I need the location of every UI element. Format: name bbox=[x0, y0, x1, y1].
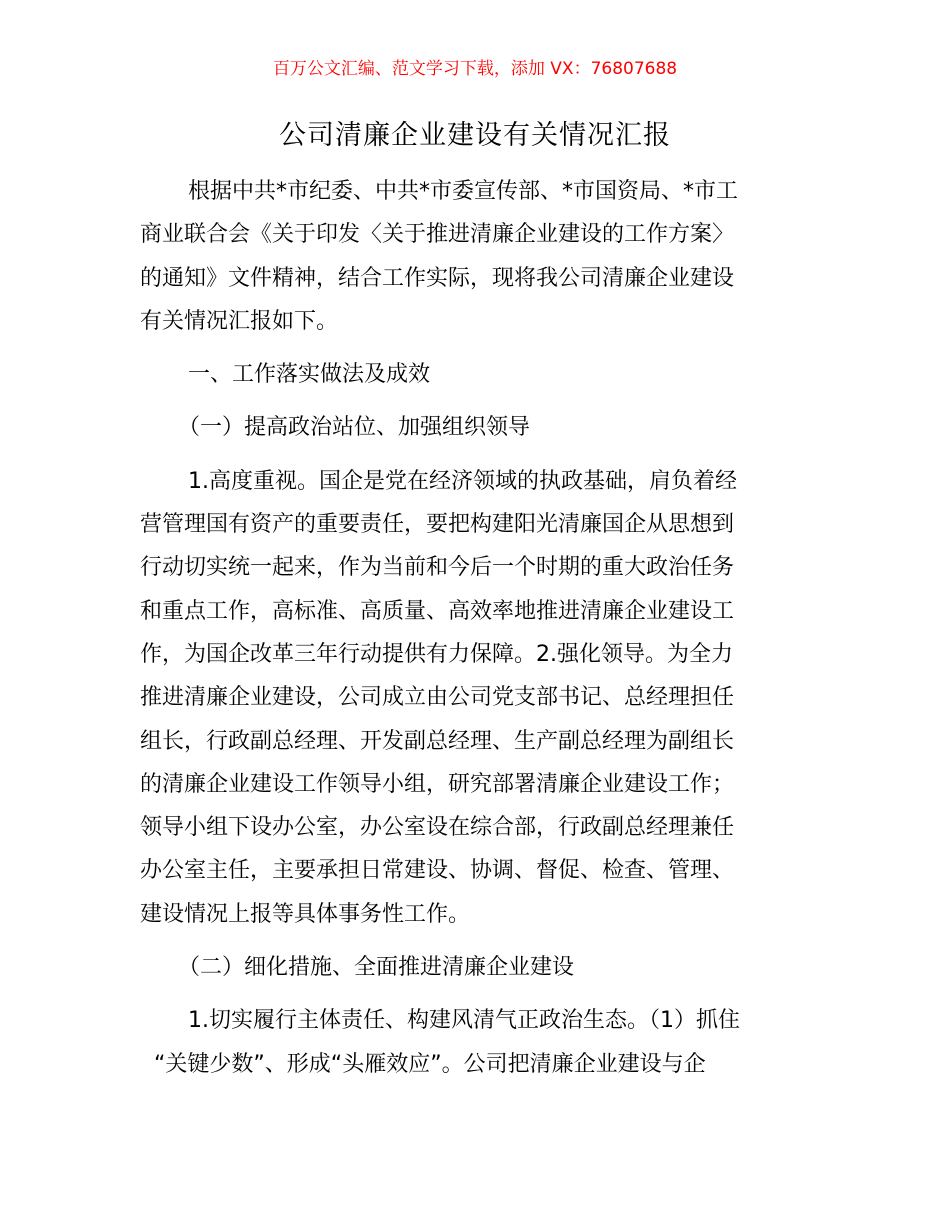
section-1-heading: 一、工作落实做法及成效 bbox=[188, 362, 431, 388]
paragraph-line: “关键少数”、形成“头雁效应”。公司把清廉企业建设与企 bbox=[154, 1051, 706, 1077]
paragraph-line: 作，为国企改革三年行动提供有力保障。2.强化领导。为全力 bbox=[140, 641, 733, 667]
subsection-1-heading-block bbox=[140, 406, 812, 449]
subsection-2-heading: （二）细化措施、全面推进清廉企业建设 bbox=[178, 955, 575, 981]
subsection-2-paragraph bbox=[140, 999, 812, 1086]
intro-line: 有关情况汇报如下。 bbox=[140, 308, 339, 334]
paragraph-line: 领导小组下设办公室，办公室设在综合部，行政副总经理兼任 bbox=[140, 815, 735, 841]
subsection-2-heading-block bbox=[140, 946, 812, 989]
paragraph-line: 行动切实统一起来，作为当前和今后一个时期的重大政治任务 bbox=[140, 555, 735, 581]
subsection-1-heading: （一）提高政治站位、加强组织领导 bbox=[178, 415, 531, 441]
paragraph-line: 的清廉企业建设工作领导小组，研究部署清廉企业建设工作； bbox=[140, 771, 735, 797]
document-body bbox=[140, 170, 812, 1086]
section-1-heading-block bbox=[140, 353, 812, 396]
paragraph-line: 和重点工作，高标准、高质量、高效率地推进清廉企业建设工 bbox=[140, 598, 735, 624]
paragraph-line: 推进清廉企业建设，公司成立由公司党支部书记、总经理担任 bbox=[140, 685, 735, 711]
document-title: 公司清廉企业建设有关情况汇报 bbox=[279, 120, 671, 151]
subsection-1-paragraph bbox=[140, 460, 812, 936]
paragraph-line: 1.高度重视。国企是党在经济领域的执政基础，肩负着经 bbox=[188, 468, 737, 494]
paragraph-line: 1.切实履行主体责任、构建风清气正政治生态。（1）抓住 bbox=[188, 1008, 740, 1034]
header-note: 百万公文汇编、范文学习下载，添加 VX：76807688 bbox=[272, 59, 678, 79]
paragraph-line: 组长，行政副总经理、开发副总经理、生产副总经理为副组长 bbox=[140, 728, 735, 754]
paragraph-line: 办公室主任，主要承担日常建设、协调、督促、检查、管理、 bbox=[140, 858, 735, 884]
intro-line: 根据中共*市纪委、中共*市委宣传部、*市国资局、*市工 bbox=[188, 179, 739, 204]
intro-line: 的通知》文件精神，结合工作实际，现将我公司清廉企业建设 bbox=[140, 265, 735, 291]
intro-line: 商业联合会《关于印发〈关于推进清廉企业建设的工作方案〉 bbox=[140, 222, 735, 248]
paragraph-line: 建设情况上报等具体事务性工作。 bbox=[140, 901, 471, 927]
paragraph-line: 营管理国有资产的重要责任，要把构建阳光清廉国企从思想到 bbox=[140, 512, 735, 538]
intro-paragraph bbox=[140, 170, 812, 343]
